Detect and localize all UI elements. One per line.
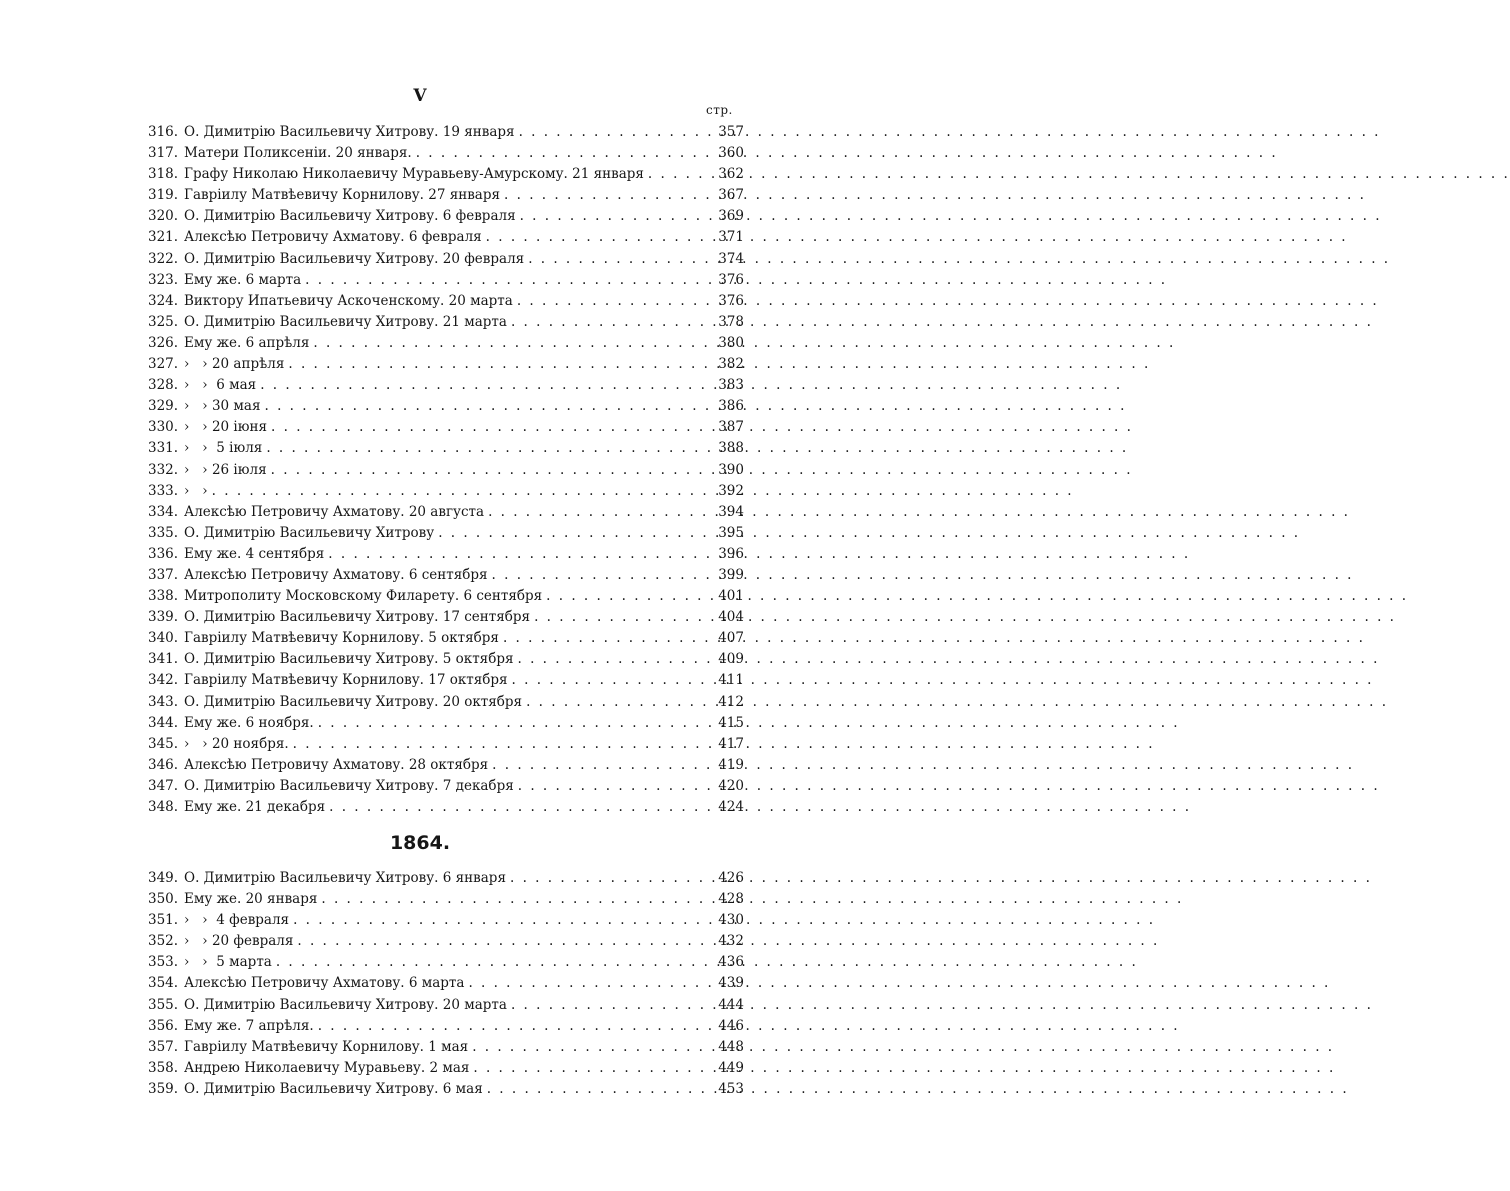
entry-title: О. Димитрію Васильевичу Хитрову. 21 марта xyxy=(184,313,507,330)
entry-number: 325. xyxy=(148,313,179,330)
dot-leader xyxy=(517,291,714,312)
entry-title: › › 20 ноября. xyxy=(184,735,289,752)
toc-entry xyxy=(148,586,744,607)
toc-entry xyxy=(148,164,744,185)
entry-title: Графу Николаю Николаевичу Муравьеву-Амурскому. 21 января xyxy=(184,166,644,183)
entry-number: 331. xyxy=(148,440,179,457)
entry-title: Гавріилу Матвѣевичу Корнилову. 5 октября xyxy=(184,630,499,647)
entry-number: 346. xyxy=(148,756,179,773)
entry-page: 446 xyxy=(718,1017,744,1034)
year-heading: 1864. xyxy=(389,832,451,854)
toc-entry xyxy=(148,270,744,291)
toc-entry xyxy=(148,481,744,502)
entry-page: 374 xyxy=(718,250,744,267)
toc-entry xyxy=(148,868,744,889)
dot-leader xyxy=(648,164,714,185)
entry-number: 352. xyxy=(148,933,179,950)
entry-page: 395 xyxy=(718,524,744,541)
entry-number: 319. xyxy=(148,187,179,204)
entry-page: 387 xyxy=(718,419,744,436)
toc-entry xyxy=(148,649,744,670)
entry-title: О. Димитрію Васильевичу Хитрову. 19 января xyxy=(184,124,515,140)
dot-leader xyxy=(212,481,714,502)
toc-entry xyxy=(148,227,744,248)
dot-leader xyxy=(511,995,714,1016)
entry-page: 362 xyxy=(718,166,744,183)
entry-number: 341. xyxy=(148,651,179,668)
dot-leader xyxy=(492,565,714,586)
toc-entry xyxy=(148,734,744,755)
entry-page: 404 xyxy=(718,609,744,626)
entry-title: Ему же. 6 апрѣля xyxy=(184,334,310,351)
entry-number: 337. xyxy=(148,566,179,583)
entry-page: 430 xyxy=(718,912,744,929)
entry-number: 329. xyxy=(148,398,179,415)
entry-number: 356. xyxy=(148,1017,179,1034)
dot-leader xyxy=(293,910,714,931)
entry-number: 338. xyxy=(148,588,179,605)
entry-title: Ему же. 7 апрѣля. xyxy=(184,1017,314,1034)
entry-page: 392 xyxy=(718,482,744,499)
dot-leader xyxy=(265,396,715,417)
entry-title: О. Димитрію Васильевичу Хитрову. 6 января xyxy=(184,870,506,886)
entry-number: 326. xyxy=(148,334,179,351)
entry-page: 419 xyxy=(718,756,744,773)
entry-number: 347. xyxy=(148,777,179,794)
entry-title: Алексѣю Петровичу Ахматову. 6 сентября xyxy=(184,566,488,583)
entry-number: 357. xyxy=(148,1038,179,1055)
toc-entry xyxy=(148,931,744,952)
dot-leader xyxy=(297,931,714,952)
toc-entry xyxy=(148,973,744,994)
entry-page: 376 xyxy=(718,292,744,309)
entry-title: › › 26 іюля xyxy=(184,461,267,478)
dot-leader xyxy=(276,952,714,973)
entry-page: 415 xyxy=(718,714,744,731)
entry-page: 436 xyxy=(718,954,744,971)
entry-page: 394 xyxy=(718,503,744,520)
entry-title: Ему же. 6 марта xyxy=(184,271,302,288)
dot-leader xyxy=(504,185,714,206)
entry-page: 428 xyxy=(718,891,744,908)
dot-leader xyxy=(512,670,714,691)
dot-leader xyxy=(511,312,714,333)
entry-page: 390 xyxy=(718,461,744,478)
dot-leader xyxy=(472,1037,714,1058)
entry-title: О. Димитрію Васильевичу Хитрову. 20 марта xyxy=(184,996,507,1013)
entry-page: 409 xyxy=(718,651,744,668)
entry-page: 426 xyxy=(718,870,744,886)
entry-page: 378 xyxy=(718,313,744,330)
entry-number: 349. xyxy=(148,870,179,886)
dot-leader xyxy=(534,607,714,628)
toc-entry xyxy=(148,249,744,270)
entry-page: 376 xyxy=(718,271,744,288)
entry-page: 432 xyxy=(718,933,744,950)
toc-list-1864 xyxy=(148,868,744,1100)
entry-number: 355. xyxy=(148,996,179,1013)
entry-page: 396 xyxy=(718,545,744,562)
toc-entry xyxy=(148,565,744,586)
entry-page: 357 xyxy=(718,124,744,140)
toc-entry xyxy=(148,607,744,628)
entry-number: 340. xyxy=(148,630,179,647)
entry-title: Андрею Николаевичу Муравьеву. 2 мая xyxy=(184,1059,470,1076)
entry-number: 359. xyxy=(148,1080,179,1097)
toc-entry xyxy=(148,312,744,333)
dot-leader xyxy=(492,755,714,776)
entry-title: Алексѣю Петровичу Ахматову. 6 марта xyxy=(184,975,465,992)
toc-entry xyxy=(148,333,744,354)
toc-entry xyxy=(148,692,744,713)
entry-title: Алексѣю Петровичу Ахматову. 6 февраля xyxy=(184,229,482,246)
entry-page: 380 xyxy=(718,334,744,351)
dot-leader xyxy=(266,438,714,459)
dot-leader xyxy=(487,1079,714,1100)
dot-leader xyxy=(321,889,714,910)
dot-leader xyxy=(518,776,714,797)
entry-title: О. Димитрію Васильевичу Хитрову. 20 февраля xyxy=(184,250,525,267)
dot-leader xyxy=(546,586,714,607)
entry-page: 369 xyxy=(718,208,744,225)
toc-entry xyxy=(148,755,744,776)
dot-leader xyxy=(528,249,714,270)
entry-page: 439 xyxy=(718,975,744,992)
toc-entry xyxy=(148,776,744,797)
toc-entry xyxy=(148,628,744,649)
entry-page: 367 xyxy=(718,187,744,204)
entry-title: Ему же. 20 января xyxy=(184,891,318,908)
toc-entry xyxy=(148,952,744,973)
entry-title: Ему же. 4 сентября xyxy=(184,545,325,562)
entry-title: Гавріилу Матвѣевичу Корнилову. 27 января xyxy=(184,187,501,204)
dot-leader xyxy=(318,1016,714,1037)
toc-entry xyxy=(148,910,744,931)
entry-title: › › 20 апрѣля xyxy=(184,356,285,373)
entry-title: Матери Поликсеніи. 20 января. xyxy=(184,145,412,162)
entry-number: 336. xyxy=(148,545,179,562)
entry-page: 412 xyxy=(718,693,744,710)
entry-title: Ему же. 21 декабря xyxy=(184,799,326,815)
entry-title: Алексѣю Петровичу Ахматову. 28 октября xyxy=(184,756,489,773)
entry-number: 327. xyxy=(148,356,179,373)
entry-number: 334. xyxy=(148,503,179,520)
entry-title: › › 5 марта xyxy=(184,954,272,971)
entry-page: 399 xyxy=(718,566,744,583)
entry-title: › › 20 іюня xyxy=(184,419,268,436)
entry-page: 383 xyxy=(718,377,744,394)
toc-entry xyxy=(148,460,744,481)
dot-leader xyxy=(488,502,714,523)
dot-leader xyxy=(328,544,714,565)
entry-number: 330. xyxy=(148,419,179,436)
toc-entry xyxy=(148,185,744,206)
entry-number: 318. xyxy=(148,166,179,183)
entry-page: 449 xyxy=(718,1059,744,1076)
toc-entry xyxy=(148,502,744,523)
dot-leader xyxy=(468,973,714,994)
toc-list-1863 xyxy=(148,122,744,818)
entry-number: 333. xyxy=(148,482,179,499)
toc-entry xyxy=(148,797,744,818)
toc-entry xyxy=(148,1016,744,1037)
dot-leader xyxy=(486,227,714,248)
toc-entry xyxy=(148,889,744,910)
toc-entry xyxy=(148,670,744,691)
entry-page: 417 xyxy=(718,735,744,752)
entry-number: 335. xyxy=(148,524,179,541)
entry-title: › › 5 іюля xyxy=(184,440,263,457)
entry-page: 382 xyxy=(718,356,744,373)
toc-entry xyxy=(148,1079,744,1100)
entry-title: › › 4 февраля xyxy=(184,912,290,929)
entry-title: Гавріилу Матвѣевичу Корнилову. 1 мая xyxy=(184,1038,469,1055)
entry-number: 320. xyxy=(148,208,179,225)
dot-leader xyxy=(526,692,714,713)
entry-page: 386 xyxy=(718,398,744,415)
toc-entry xyxy=(148,291,744,312)
entry-page: 388 xyxy=(718,440,744,457)
toc-entry xyxy=(148,206,744,227)
entry-page: 444 xyxy=(718,996,744,1013)
entry-page: 453 xyxy=(718,1080,744,1097)
entry-title: О. Димитрію Васильевичу Хитрову. 20 октября xyxy=(184,693,523,710)
dot-leader xyxy=(318,713,714,734)
dot-leader xyxy=(473,1058,714,1079)
entry-page: 411 xyxy=(718,672,744,689)
toc-entry xyxy=(148,544,744,565)
entry-page: 407 xyxy=(718,630,744,647)
entry-title: Виктору Ипатьевичу Аскоченскому. 20 марта xyxy=(184,292,513,309)
toc-entry xyxy=(148,995,744,1016)
entry-number: 353. xyxy=(148,954,179,971)
dot-leader xyxy=(503,628,714,649)
toc-entry xyxy=(148,417,744,438)
toc-entry xyxy=(148,143,744,164)
entry-number: 332. xyxy=(148,461,179,478)
entry-number: 323. xyxy=(148,271,179,288)
entry-number: 324. xyxy=(148,292,179,309)
toc-entry xyxy=(148,375,744,396)
entry-page: 424 xyxy=(718,799,744,815)
toc-entry xyxy=(148,354,744,375)
entry-title: › › xyxy=(184,482,208,499)
dot-leader xyxy=(520,206,714,227)
entry-number: 344. xyxy=(148,714,179,731)
entry-number: 317. xyxy=(148,145,179,162)
entry-number: 322. xyxy=(148,250,179,267)
entry-number: 354. xyxy=(148,975,179,992)
entry-number: 321. xyxy=(148,229,179,246)
page-number: V xyxy=(413,86,427,106)
entry-page: 360 xyxy=(718,145,744,162)
entry-number: 350. xyxy=(148,891,179,908)
toc-entry xyxy=(148,438,744,459)
entry-number: 328. xyxy=(148,377,179,394)
entry-title: Ему же. 6 ноября. xyxy=(184,714,314,731)
entry-title: › › 20 февраля xyxy=(184,933,294,950)
entry-title: О. Димитрію Васильевичу Хитрову. 5 октября xyxy=(184,651,514,668)
toc-entry xyxy=(148,122,744,143)
entry-number: 343. xyxy=(148,693,179,710)
toc-entry xyxy=(148,1058,744,1079)
entry-page: 371 xyxy=(718,229,744,246)
entry-title: О. Димитрію Васильевичу Хитрову xyxy=(184,524,435,541)
dot-leader xyxy=(517,649,714,670)
dot-leader xyxy=(271,460,714,481)
entry-page: 420 xyxy=(718,777,744,794)
entry-page: 401 xyxy=(718,588,744,605)
toc-entry xyxy=(148,396,744,417)
toc-entry xyxy=(148,1037,744,1058)
toc-entry xyxy=(148,713,744,734)
entry-title: О. Димитрію Васильевичу Хитрову. 7 декабря xyxy=(184,777,514,794)
dot-leader xyxy=(293,734,714,755)
toc-entry xyxy=(148,523,744,544)
entry-number: 345. xyxy=(148,735,179,752)
entry-number: 342. xyxy=(148,672,179,689)
entry-number: 316. xyxy=(148,124,179,140)
dot-leader xyxy=(313,333,714,354)
entry-title: Гавріилу Матвѣевичу Корнилову. 17 октября xyxy=(184,672,508,689)
entry-title: О. Димитрію Васильевичу Хитрову. 6 мая xyxy=(184,1080,483,1097)
dot-leader xyxy=(519,122,714,143)
dot-leader xyxy=(510,868,714,889)
dot-leader xyxy=(438,523,714,544)
entry-number: 348. xyxy=(148,799,179,815)
entry-number: 351. xyxy=(148,912,179,929)
page-column-header: стр. xyxy=(706,103,733,117)
dot-leader xyxy=(416,143,714,164)
dot-leader xyxy=(305,270,714,291)
entry-title: О. Димитрію Васильевичу Хитрову. 17 сентября xyxy=(184,609,531,626)
entry-title: › › 6 мая xyxy=(184,377,257,394)
entry-title: О. Димитрію Васильевичу Хитрову. 6 февраля xyxy=(184,208,516,225)
dot-leader xyxy=(288,354,714,375)
dot-leader xyxy=(260,375,714,396)
dot-leader xyxy=(329,797,714,818)
entry-title: Митрополиту Московскому Филарету. 6 сентября xyxy=(184,588,543,605)
entry-number: 339. xyxy=(148,609,179,626)
entry-title: Алексѣю Петровичу Ахматову. 20 августа xyxy=(184,503,485,520)
entry-title: › › 30 мая xyxy=(184,398,261,415)
dot-leader xyxy=(271,417,714,438)
entry-number: 358. xyxy=(148,1059,179,1076)
entry-page: 448 xyxy=(718,1038,744,1055)
